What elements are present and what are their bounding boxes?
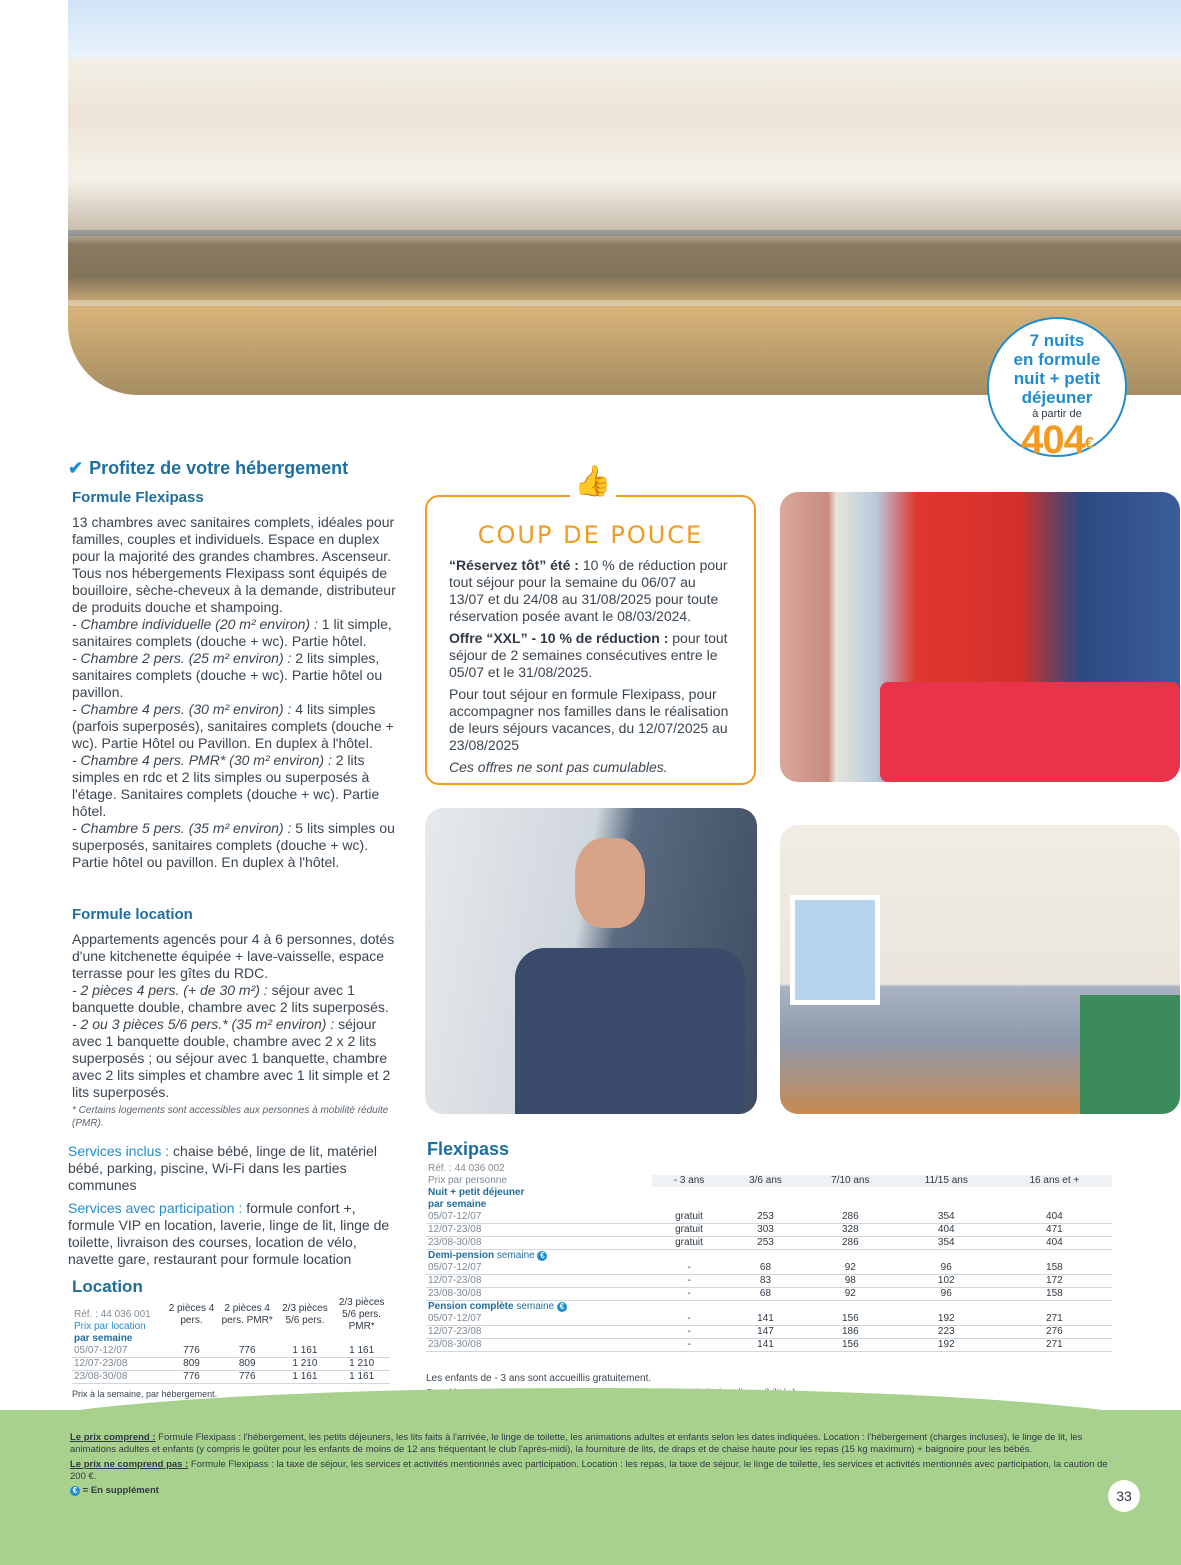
badge-from: à partir de — [1032, 408, 1082, 420]
location-item: - 2 pièces 4 pers. (+ de 30 m²) : séjour avec 1 banquette double, chambre avec 2 lits superposés. — [72, 982, 389, 1015]
section-heading: ✔ Profitez de votre hébergement — [68, 458, 349, 478]
price-badge — [987, 317, 1127, 462]
body-shape — [515, 948, 745, 1114]
check-icon: ✔ — [68, 458, 84, 478]
location-note: Prix à la semaine, par hébergement. — [72, 1389, 218, 1399]
flexipass-price-table — [426, 1163, 1112, 1352]
apartment-photo — [780, 825, 1180, 1114]
badge-line-2: en formule — [1013, 350, 1101, 369]
location-price-table — [72, 1297, 390, 1384]
badge-line-1: 7 nuits — [1029, 331, 1085, 350]
footer-text — [70, 1432, 1120, 1497]
table-row: 05/07-12/07 gratuit 253 286 354 404 — [426, 1211, 1112, 1224]
price-includes: Le prix comprend : Formule Flexipass : l'hébergement, les petits déjeuners, les lits faits à l'arrivée, le linge de toilette, les animations adultes et enfants selon les dates indiquées. Location : l'hébergement (charges incluses), le linge de lit, les animations adultes et enfants (y compris le goûter pour les enfants de moins de 12 ans fréquentant le club l'après-midi), la fourniture de lits, de draps et de chaise haute pour les repas (15 kg maximum) + baignoire pour les bébés. — [70, 1432, 1083, 1455]
col-header: 7/10 ans — [805, 1175, 896, 1187]
section-title: Demi-pension semaine € — [426, 1250, 1112, 1263]
coup-offer-1: “Réservez tôt” été : 10 % de réduction pour tout séjour pour la semaine du 06/07 au 13/07 et du 24/08 au 31/08/2025 pour toute réservation posée avant le 08/03/2024. — [449, 557, 728, 624]
section-sub: par semaine — [74, 1333, 133, 1344]
flexipass-equip: Tous nos hébergements Flexipass sont équipés de bouilloire, sèche-cheveux à la demande, distributeur de produits douche et shampoing. — [72, 565, 396, 615]
price-label: Prix par personne — [428, 1175, 507, 1186]
table-row: 23/08-30/08 - 68 92 96 158 — [426, 1288, 1112, 1301]
flexipass-item: - Chambre 2 pers. (25 m² environ) : 2 lits simples, sanitaires complets (douche + wc). Partie hôtel ou pavillon. — [72, 650, 383, 700]
table-row: 12/07-23/08 809 809 1 210 1 210 — [72, 1358, 390, 1371]
coup-offer-3: Pour tout séjour en formule Flexipass, pour accompagner nos familles dans le réalisation de leurs séjours vacances, du 12/07/2025 au 23/08/2025 — [449, 686, 729, 753]
boats-row — [68, 300, 1181, 306]
flexipass-item: - Chambre 4 pers. PMR* (30 m² environ) : 2 lits simples en rdc et 2 lits simples ou superposés à l'étage. Sanitaires complets (douche + wc). Partie hôtel. — [72, 752, 380, 819]
location-item: - 2 ou 3 pièces 5/6 pers.* (35 m² environ) : séjour avec 1 banquette double, chambre avec 2 x 2 lits superposés ; ou séjour avec 1 banquette, chambre avec 2 lits simples et chambre avec 1 lit simple et 2 lits superposés. — [72, 1016, 391, 1100]
col-header: 11/15 ans — [896, 1175, 997, 1187]
col-header: 3/6 ans — [726, 1175, 805, 1187]
price-excludes: Le prix ne comprend pas : Formule Flexipass : la taxe de séjour, les services et activités mentionnés avec participation. Location : les repas, la taxe de séjour, le linge de toilette, les services et activités mentionnés avec participation, la caution de 200 €. — [70, 1459, 1108, 1482]
coup-title: COUP DE POUCE — [477, 521, 704, 549]
bedroom-photo — [780, 492, 1180, 782]
children-note: Les enfants de - 3 ans sont accueillis gratuitement. — [426, 1373, 652, 1384]
table-row: 12/07-23/08 - 147 186 223 276 — [426, 1326, 1112, 1339]
table-row: 12/07-23/08 gratuit 303 328 404 471 — [426, 1224, 1112, 1237]
col-header: 2 pièces 4 pers. — [168, 1303, 215, 1326]
section-sub: par semaine — [428, 1199, 487, 1210]
flexipass-item: - Chambre individuelle (20 m² environ) : 1 lit simple, sanitaires complets (douche + wc). Partie hôtel. — [72, 616, 392, 649]
table-row: 05/07-12/07 - 68 92 96 158 — [426, 1262, 1112, 1275]
section-title: Nuit + petit déjeuner — [428, 1187, 525, 1198]
services-participation: Services avec participation : formule confort +, formule VIP en location, laverie, linge de lit, linge de toilette, livraison des courses, location de vélo, navette gare, restaurant pour formule location — [68, 1200, 390, 1267]
location-intro: Appartements agencés pour 4 à 6 personnes, dotés d'une kitchenette équipée + lave-vaisselle, espace terrasse pour les gîtes du RDC. — [72, 931, 395, 981]
col-header: 16 ans et + — [997, 1175, 1112, 1187]
supplement-icon: € — [537, 1251, 547, 1261]
thumbs-up-icon: 👍 — [570, 459, 616, 505]
guitarist-photo — [425, 808, 757, 1114]
face-shape — [575, 838, 645, 928]
col-header: 2 pièces 4 pers. PMR* — [221, 1303, 273, 1326]
supplement-icon: € — [70, 1486, 80, 1496]
col-header: 2/3 pièces 5/6 pers. PMR* — [338, 1297, 385, 1332]
coup-de-pouce-box — [425, 465, 756, 785]
flexipass-item: - Chambre 5 pers. (35 m² environ) : 5 lits simples ou superposés, sanitaires complets (douche + wc). Partie hôtel ou pavillon. En duplex à l'hôtel. — [72, 820, 395, 870]
window-shape — [790, 895, 880, 1005]
section-title: Pension complète semaine € — [426, 1301, 1112, 1314]
pmr-note: * Certains logements sont accessibles aux personnes à mobilité réduite (PMR). — [72, 1105, 389, 1129]
table-row: 12/07-23/08 - 83 98 102 172 — [426, 1275, 1112, 1288]
coup-offer-note: Ces offres ne sont pas cumulables. — [449, 759, 668, 775]
table-row: 05/07-12/07 - 141 156 192 271 — [426, 1313, 1112, 1326]
col-header: - 3 ans — [652, 1175, 726, 1187]
location-table-title: Location — [72, 1277, 143, 1296]
flexipass-ref: Réf. : 44 036 002 — [428, 1163, 505, 1174]
col-header: 2/3 pièces 5/6 pers. — [282, 1303, 328, 1326]
badge-line-4: déjeuner — [1021, 388, 1093, 407]
location-ref-cell: Réf. : 44 036 001 Prix par location — [74, 1309, 151, 1332]
flexipass-description — [72, 514, 402, 871]
flexipass-intro: 13 chambres avec sanitaires complets, idéales pour familles, couples et individuels. Espace en duplex pour la majorité des grandes chambres. Ascenseur. — [72, 514, 395, 564]
footer-band — [0, 1410, 1181, 1565]
page-number: 33 — [1108, 1480, 1140, 1512]
coup-offer-2: Offre “XXL” - 10 % de réduction : pour tout séjour de 2 semaines consécutives entre le 05/07 et le 31/08/2025. — [449, 630, 728, 680]
flexipass-item: - Chambre 4 pers. (30 m² environ) : 4 lits simples (parfois superposés), sanitaires complets (douche + wc). Partie Hôtel ou Pavillon. En duplex à l'hôtel. — [72, 701, 394, 751]
location-title: Formule location — [72, 906, 193, 923]
bed-shape — [880, 682, 1180, 782]
table-row: 23/08-30/08 gratuit 253 286 354 404 — [426, 1237, 1112, 1250]
quay-wall — [68, 230, 1181, 236]
sofa-shape — [1080, 995, 1180, 1114]
flexipass-table-title: Flexipass — [427, 1139, 510, 1159]
location-description — [72, 931, 407, 1101]
badge-price: 404€ — [1021, 418, 1093, 462]
supplement-icon: € — [557, 1302, 567, 1312]
flexipass-title: Formule Flexipass — [72, 489, 204, 506]
services-inclus: Services inclus : chaise bébé, linge de lit, matériel bébé, parking, piscine, Wi-Fi dans les parties communes — [68, 1143, 377, 1193]
table-row: 23/08-30/08 - 141 156 192 271 — [426, 1339, 1112, 1352]
badge-line-3: nuit + petit — [1013, 369, 1101, 388]
legend: € = En supplément — [70, 1485, 1120, 1497]
table-row: 23/08-30/08 776 776 1 161 1 161 — [72, 1371, 390, 1384]
table-row: 05/07-12/07 776 776 1 161 1 161 — [72, 1345, 390, 1358]
